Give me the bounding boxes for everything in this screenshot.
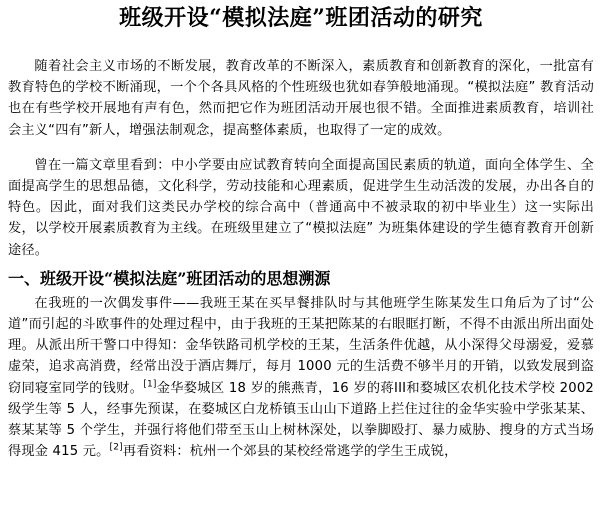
section-text-part-2: 金华婺城区 18 岁的熊燕青，16 岁的蒋III和婺城区农机化技术学校 2002 级学生等 5 人，经事先预谋，在婺城区白龙桥镇玉山山下道路上拦住过往的金华实验中学张某某、蔡某某等 5 个学生，并强行将他们带至玉山上树林深处，以拳脚殴打、暴力威胁、搜身的方式当场得现金 415 元。 xyxy=(8,380,595,460)
intro-paragraph-2: 曾在一篇文章里看到：中小学要由应试教育转向全面提高国民素质的轨道，面向全体学生、全面提高学生的思想品德，文化科学，劳动技能和心理素质，促进学生生动活泼的发展，办出各自的特色。因此，面对我们这类民办学校的综合高中（普通高中不被录取的初中毕业生）这一实际出发，以学校开展素质教育为主线。在班级里建立了“模拟法庭” 为班集体建设的学生德育教育开创新途径。 xyxy=(8,157,594,258)
section-heading: 一、班级开设“模拟法庭”班团活动的思想溯源 xyxy=(8,268,331,288)
section-paragraph xyxy=(8,293,594,463)
section-text-part-3: 再看资料：杭州一个郊县的某校经常逃学的学生王成锐， xyxy=(122,444,458,460)
section-text-part-1: 在我班的一次偶发事件——我班王某在买早餐排队时与其他班学生陈某发生口角后为了讨“公道”而引起的斗欧事件的处理过程中，由于我班的王某把陈某的右眼眶打断，不得不由派出所出面处理。从派出所干警口中得知：金华铁路司机学校的王某，生活条件优越，从小深得父母溺爱，爱慕虚荣，追求高消费，经常出没于酒店舞厅，每月 1000 元的生活费不够半月的开销，以致发展到盗窃同寝室同学的钱财。 xyxy=(8,295,594,396)
intro-paragraph-1: 随着社会主义市场的不断发展，教育改革的不断深入，素质教育和创新教育的深化，一批富有教育特色的学校不断涌现，一个个各具风格的个性班级也犹如春笋般地涌现。“模拟法庭” 教育活动也在有些学校开展地有声有色，然而把它作为班团活动开展也很不错。全面推进素质教育，培训社会主义“四有”新人，增强法制观念，提高整体素质，也取得了一定的成效。 xyxy=(8,59,594,138)
document-title: 班级开设“模拟法庭”班团活动的研究 xyxy=(119,5,483,31)
footnote-ref-1[interactable]: [1] xyxy=(143,379,157,390)
footnote-ref-2[interactable]: [2] xyxy=(109,442,123,453)
